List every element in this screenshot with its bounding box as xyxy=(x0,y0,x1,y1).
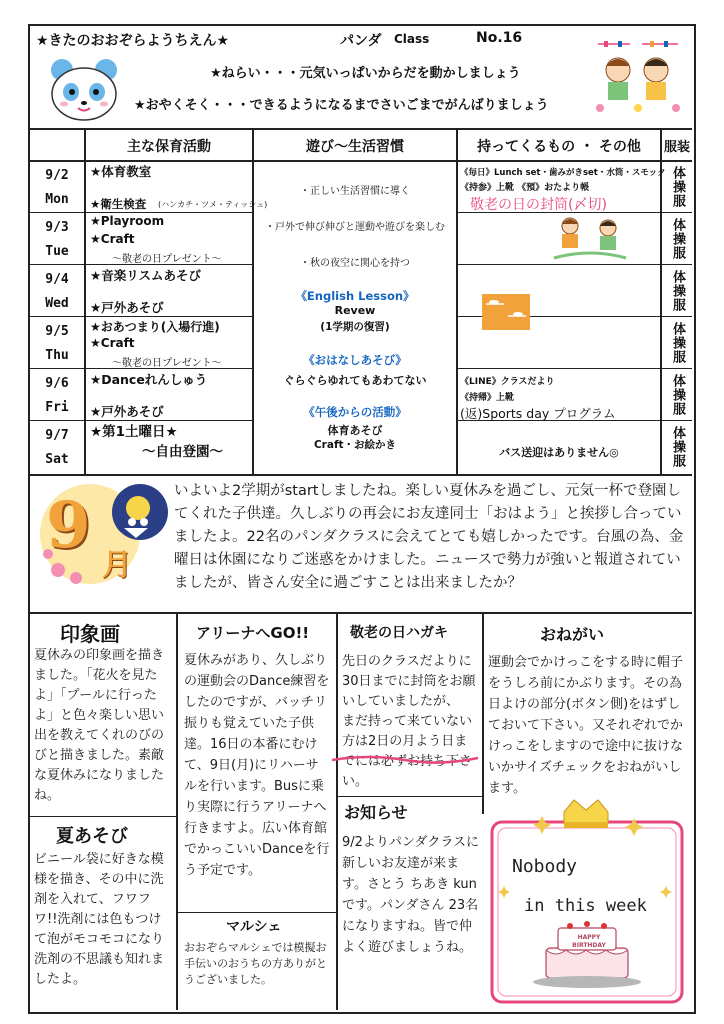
bring-daily: 《毎日》Lunch set・歯みがきset・水筒・スモック xyxy=(460,168,666,178)
date-2: 9/3 xyxy=(45,220,69,235)
bring-respect-envelope: 敬老の日の封筒(〆切) xyxy=(470,197,607,213)
pink-underline xyxy=(330,752,480,766)
activity-3a: ★音楽リスムあそび xyxy=(90,268,201,283)
header-main-activities: 主な保育活動 xyxy=(127,139,211,155)
activity-3b: ★戸外あそび xyxy=(90,300,164,315)
dow-2: Tue xyxy=(45,244,69,259)
english-lesson-title: 《English Lesson》 xyxy=(295,289,415,303)
activity-1a: ★体育教室 xyxy=(90,164,152,179)
kids-illustration xyxy=(590,36,686,116)
clothes-1: 体操服 xyxy=(670,166,685,208)
issue-number: No.16 xyxy=(476,30,523,46)
summer-play-body: ビニール袋に好きな模様を描き、その中に洗剤を入れて、フワフワ!!洗剤には色もつけて泡がモコモコになり洗剤の不思議も知れましたよ。 xyxy=(34,852,165,987)
activity-4b: ★Craft xyxy=(90,336,135,350)
date-4: 9/5 xyxy=(45,324,69,339)
dow-5: Fri xyxy=(45,400,69,415)
notice-body: 9/2よりパンダクラスに新しいお友達が来ます。さとう ちあき kunです。パンダさん 23名になりますね。皆で仲よく遊びましょうね。 xyxy=(342,835,480,955)
activity-4a: ★おあつまり(入場行進) xyxy=(90,320,220,334)
impression-title: 印象画 xyxy=(60,622,120,646)
no-bus-service: バス送迎はありません◎ xyxy=(499,446,619,459)
dow-6: Sat xyxy=(45,452,69,467)
header-bring-items: 持ってくるもの ・ その他 xyxy=(477,139,641,155)
notice-title: お知らせ xyxy=(344,803,408,822)
bring-take-home: 《持帰》上靴 xyxy=(460,393,515,403)
activity-1c: (ハンカチ・ツメ・ティッシュ) xyxy=(158,200,268,209)
postcard-title: 敬老の日ハガキ xyxy=(350,625,448,641)
clothes-6: 体操服 xyxy=(670,426,685,468)
clothes-4: 体操服 xyxy=(670,322,685,364)
afternoon-body-2: Craft・お絵かき xyxy=(313,439,397,451)
aim-text: ★ねらい・・・元気いっぱいからだを動かしましょう xyxy=(210,66,521,81)
request-body: 運動会でかけっこをする時に帽子をうしろ前にかぶります。その為日よけの部分(ボタン側)をはずしておいて下さい。又それぞれでかけっこをしますので途中に抜けないかサイズチェックをおねがいします。 xyxy=(488,655,684,796)
bring-carry: 《持参》上靴 《預》おたより帳 xyxy=(460,183,590,193)
habit-3: ・秋の夜空に関心を持つ xyxy=(300,258,410,269)
clothes-5: 体操服 xyxy=(670,374,685,416)
table-bottom-line xyxy=(28,474,692,476)
banner-divider xyxy=(28,612,692,614)
clothes-2: 体操服 xyxy=(670,218,685,260)
afternoon-title: 《午後からの活動》 xyxy=(303,405,407,419)
dow-3: Wed xyxy=(45,296,69,311)
impression-body: 夏休みの印象画を描きました。「花火を見たよ」「プールに行ったよ」と色々楽しい思い出を教えてくれのびのびと描きました。素敵な夏休みになりましたね。 xyxy=(34,648,165,803)
header-play-habits: 遊び～生活習慣 xyxy=(306,139,404,155)
dow-1: Mon xyxy=(45,192,69,207)
activity-2c: ～敬老の日プレゼント～ xyxy=(112,254,222,265)
postcard-body-1: 先日のクラスだよりに30日までに封筒をお願いしていましたが、 xyxy=(342,654,476,709)
story-play-title: 《おはなしあそび》 xyxy=(303,353,407,367)
summer-play-title: 夏あそび xyxy=(56,826,128,847)
crown-icon xyxy=(564,800,608,828)
afternoon-body-1: 体育あそび xyxy=(327,424,383,437)
english-lesson-body: Revew xyxy=(334,304,376,317)
arena-title: アリーナへGO!! xyxy=(196,624,310,642)
month-intro: いよいよ2学期がstartしましたね。楽しい夏休みを過ごし、元気一杯で登園してくれた子供達。久しぶりの再会にお友達同士「おはよう」と挨拶し合っていましたよ。22名のパンダクラスに会えてとても嬉しかったです。台風の為、金曜日は休園になりご迷惑をかけました。ニュースで勢力が強いと報道されていましたが、皆さん安全に過ごすことは出来ましたか？ xyxy=(174,483,684,591)
clothes-3: 体操服 xyxy=(670,270,685,312)
activity-6a: ★第1土曜日★ xyxy=(90,424,178,440)
dow-4: Thu xyxy=(45,348,69,363)
birthday-line-1: Nobody xyxy=(512,856,578,877)
marche-body: おおぞらマルシェでは模擬お手伝いのおうちの方ありがとうございました。 xyxy=(184,941,327,986)
activity-2b: ★Craft xyxy=(90,232,135,246)
habit-2: ・戸外で伸び伸びと運動や遊びを楽しむ xyxy=(265,222,445,233)
cake-label: HAPPY BIRTHDAY xyxy=(572,934,606,949)
marche-title: マルシェ xyxy=(226,919,282,935)
bring-sports-program: (返)Sports day プログラム xyxy=(460,406,616,421)
activity-5b: ★戸外あそび xyxy=(90,404,164,419)
header-clothes: 服装 xyxy=(663,140,690,155)
request-title: おねがい xyxy=(540,625,605,644)
arena-body: 夏休みがあり、久しぶりの運動会のDance練習をしたのですが、バッチリ振りも覚えていた子供達。16日の本番にむけて、9日(月)にリハーサルを行います。Busに乗り実際に行うアリーナへ行きますよ。広い体育館でかっこいいDanceを行う予定です。 xyxy=(184,653,330,878)
activity-1b: ★衛生検査 xyxy=(90,197,147,211)
birthday-line-2: in this week xyxy=(524,896,647,916)
activity-6b: ～自由登園～ xyxy=(142,444,223,460)
dragonfly-illustration xyxy=(478,290,534,334)
header-divider xyxy=(28,128,692,130)
date-6: 9/7 xyxy=(45,428,69,443)
month-unit: 月 xyxy=(102,548,132,583)
promise-text: ★おやくそく・・・できるようになるまでさいごまでがんばりましょう xyxy=(134,98,549,113)
month-number: 9 xyxy=(46,488,91,563)
class-label: Class xyxy=(394,32,430,46)
english-lesson-sub: (1学期の復習) xyxy=(320,321,390,333)
class-name: パンダ xyxy=(340,33,382,49)
panda-illustration xyxy=(44,56,124,124)
date-3: 9/4 xyxy=(45,272,69,287)
bring-line: 《LINE》クラスだより xyxy=(460,377,555,387)
children-illustration xyxy=(550,214,630,262)
habit-1: ・正しい生活習慣に導く xyxy=(300,186,410,197)
date-5: 9/6 xyxy=(45,376,69,391)
school-name: ★きたのおおぞらようちえん★ xyxy=(36,33,230,49)
postcard-body-2: まだ持って来ていない方は2日の月よう日までには必ずお持ち下さい。 xyxy=(342,714,473,789)
story-play-body: ぐらぐらゆれてもあわてない xyxy=(283,374,427,387)
activity-2a: ★Playroom xyxy=(90,214,165,228)
date-1: 9/2 xyxy=(45,168,69,183)
activity-5a: ★Danceれんしゅう xyxy=(90,372,208,387)
activity-4c: ～敬老の日プレゼント～ xyxy=(112,358,222,369)
